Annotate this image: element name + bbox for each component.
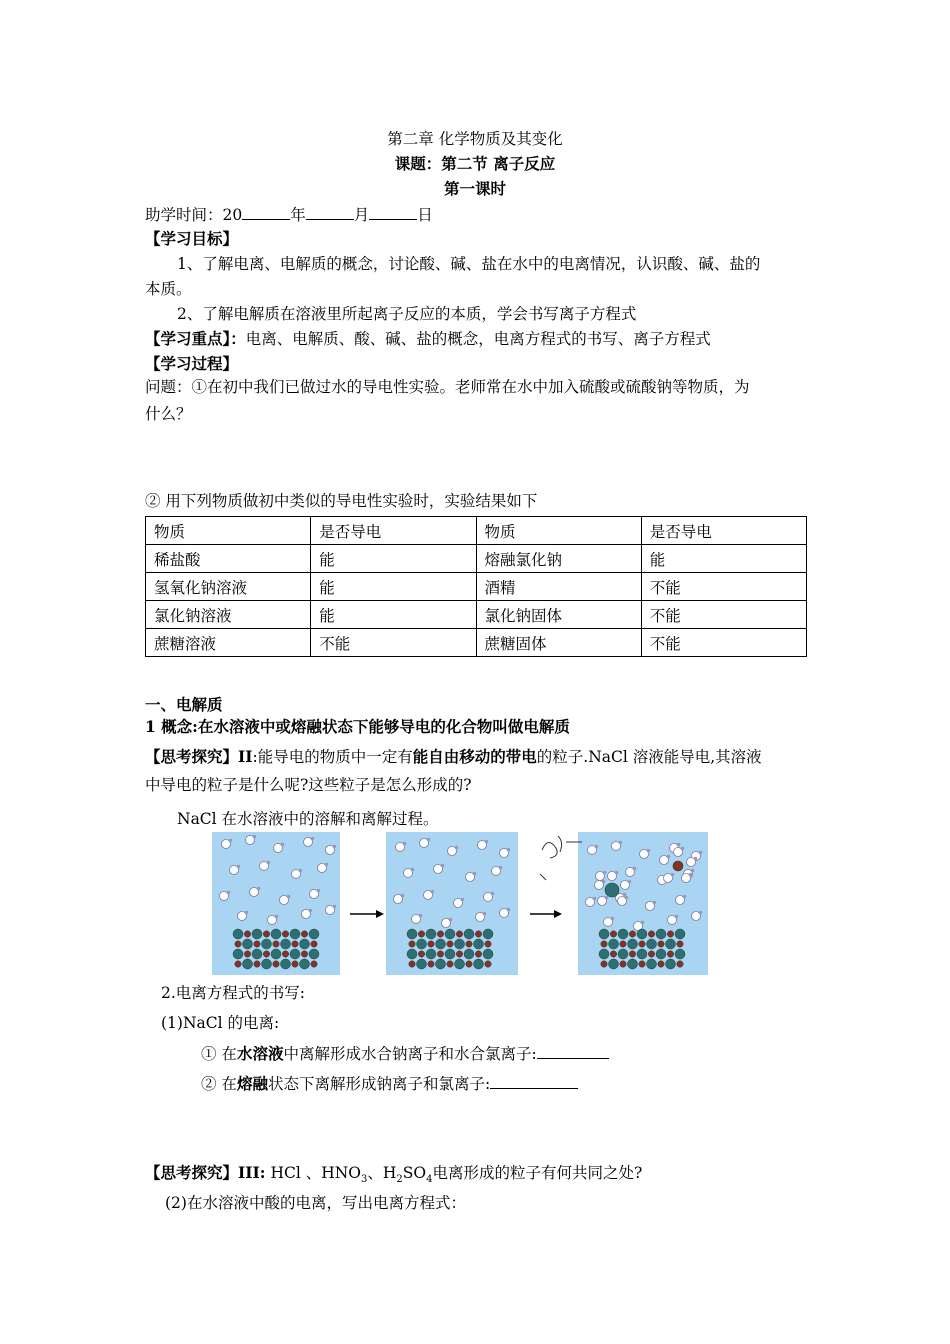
panel-dissolving-lattice-chloride-ion (428, 941, 434, 947)
panel-solid-lattice-sodium-ion (243, 959, 253, 969)
panel-dissolving-lattice-sodium-ion (417, 939, 427, 949)
question-2: ② 用下列物质做初中类似的导电性实验时，实验结果如下 (145, 492, 538, 510)
panel-solid-water-molecule-h (311, 837, 315, 841)
table-cell: 氯化钠固体 (476, 601, 641, 629)
panel-hydrated-water-molecule-h (691, 869, 695, 873)
panel-hydrated-lattice-chloride-ion (620, 961, 626, 967)
handwritten-mark (542, 836, 582, 858)
panel-dissolving-lattice-sodium-ion (407, 929, 417, 939)
panel-dissolving-lattice-sodium-ion (436, 939, 446, 949)
think-label: 【思考探究】 (145, 747, 239, 766)
panel-hydrated-water-molecule-h (641, 921, 645, 925)
table-row (146, 573, 807, 601)
panel-hydrated-lattice-sodium-ion (609, 959, 619, 969)
nacl-dissolution-illustration (212, 830, 708, 977)
panel-dissolving-lattice-sodium-ion (474, 939, 484, 949)
panel-solid-lattice-sodium-ion (309, 929, 319, 939)
table-cell: 不能 (641, 601, 806, 629)
panel-hydrated-lattice-chloride-ion (658, 961, 664, 967)
panel-hydrated-lattice-sodium-ion (618, 929, 628, 939)
study-time-line (145, 203, 433, 226)
table-cell: 酒精 (476, 573, 641, 601)
panel-hydrated-lattice-sodium-ion (609, 939, 619, 949)
panel-hydrated-lattice-sodium-ion (647, 939, 657, 949)
hydration-water-molecule-h (605, 896, 609, 900)
panel-hydrated-water-molecule-h (653, 901, 657, 905)
panel-hydrated-water-molecule-h (683, 895, 687, 899)
table-header-cell: 物质 (146, 517, 311, 545)
electrolyte-concept: 1 概念:在水溶液中或熔融状态下能够导电的化合物叫做电解质 (145, 717, 570, 736)
day-blank (369, 203, 417, 220)
panel-solid-lattice-sodium-ion (271, 949, 281, 959)
table-cell: 能 (311, 545, 476, 573)
panel-hydrated-water-molecule-h (603, 871, 607, 875)
panel-solid-lattice-sodium-ion (281, 959, 291, 969)
study-time-label: 助学时间：20 (145, 206, 243, 224)
lesson-title: 第一课时 (443, 179, 506, 198)
arrow-2-head (554, 910, 562, 918)
formula-part-1: HCl 、HNO (270, 1164, 361, 1182)
panel-solid-lattice-sodium-ion (300, 939, 310, 949)
panel-hydrated-lattice-chloride-ion (639, 941, 645, 947)
hydration-water-molecule-h (602, 880, 606, 884)
panel-dissolving-lattice-sodium-ion (455, 939, 465, 949)
panel-hydrated-lattice-sodium-ion (647, 959, 657, 969)
panel-hydrated-water-molecule-h (593, 897, 597, 901)
panel-dissolving-water-molecule-h (461, 898, 465, 902)
ionization-item-1 (201, 1042, 609, 1065)
panel-solid-lattice-chloride-ion (235, 961, 241, 967)
panel-dissolving-lattice-sodium-ion (464, 929, 474, 939)
chapter-title: 第二章 化学物质及其变化 (387, 130, 563, 148)
panel-hydrated-water-molecule-h (633, 867, 637, 871)
table-cell: 蔗糖固体 (476, 629, 641, 657)
panel-solid-lattice-chloride-ion (292, 941, 298, 947)
panel-hydrated-lattice-chloride-ion (629, 931, 635, 937)
panel-hydrated-lattice-chloride-ion (601, 941, 607, 947)
think-explore-3 (145, 1162, 642, 1191)
panel-solid-water-molecule-h (275, 915, 279, 919)
panel-hydrated-lattice-chloride-ion (667, 931, 673, 937)
panel-dissolving-water-molecule-h (411, 868, 415, 872)
panel-solid-lattice-chloride-ion (301, 951, 307, 957)
hydration-water-molecule-h (615, 871, 619, 875)
panel-solid-lattice-chloride-ion (292, 961, 298, 967)
panel-solid-water-molecule-h (287, 895, 291, 899)
panel-dissolving-lattice-sodium-ion (426, 949, 436, 959)
goal-1-line-1: 1、了解电离、电解质的概念，讨论酸、碱、盐在水中的电离情况，认识酸、碱、盐的 (177, 255, 761, 273)
key-points-text: 电离、电解质、酸、碱、盐的概念，电离方程式的书写、离子方程式 (245, 330, 711, 348)
panel-dissolving-lattice-chloride-ion (475, 951, 481, 957)
panel-dissolving-water-molecule-h (431, 890, 435, 894)
panel-hydrated-lattice-chloride-ion (658, 941, 664, 947)
panel-solid-lattice-chloride-ion (235, 941, 241, 947)
year-blank (242, 203, 290, 220)
panel-dissolving-water-molecule-h (449, 918, 453, 922)
panel-dissolving-lattice-sodium-ion (474, 959, 484, 969)
panel-dissolving-lattice-chloride-ion (437, 931, 443, 937)
conductivity-table (145, 516, 807, 657)
table-cell: 能 (311, 601, 476, 629)
panel-hydrated-water-molecule-h (699, 851, 703, 855)
panel-dissolving-water-molecule-h (455, 846, 459, 850)
process-heading: 【学习过程】 (145, 354, 239, 373)
think-label: 【思考探究】 (145, 1163, 239, 1182)
panel-hydrated-lattice-sodium-ion (599, 929, 609, 939)
panel-solid-lattice-sodium-ion (300, 959, 310, 969)
item-1-pre: ① 在 (201, 1045, 237, 1063)
panel-solid-water-molecule-h (245, 911, 249, 915)
table-cell: 氢氧化钠溶液 (146, 573, 311, 601)
panel-solid-water-molecule-h (317, 889, 321, 893)
panel-hydrated-lattice-chloride-ion (648, 951, 654, 957)
panel-dissolving-lattice-chloride-ion (418, 951, 424, 957)
panel-dissolving-water-molecule-h (499, 866, 503, 870)
panel-solid-water-molecule-h (237, 865, 241, 869)
formula-part-2: 、H (367, 1164, 397, 1182)
panel-hydrated-lattice-sodium-ion (656, 949, 666, 959)
hydrated-sodium-ion (605, 883, 619, 897)
panel-solid-lattice-chloride-ion (263, 931, 269, 937)
panel-hydrated-lattice-sodium-ion (618, 949, 628, 959)
section-1-heading: 一、电解质 (145, 695, 223, 714)
think-explore-2-line-1 (145, 746, 762, 768)
goal-1-line-2: 本质。 (145, 280, 192, 298)
formula-part-3: SO (402, 1164, 427, 1182)
panel-dissolving-lattice-sodium-ion (436, 959, 446, 969)
panel-hydrated-water-molecule-h (619, 841, 623, 845)
hydration-water-molecule-h (667, 855, 671, 859)
table-row (146, 545, 807, 573)
panel-hydrated-water-molecule-h (623, 893, 627, 897)
hydration-water-molecule-h (694, 857, 698, 861)
goals-heading: 【学习目标】 (145, 229, 239, 248)
panel-dissolving-lattice-sodium-ion (445, 949, 455, 959)
panel-hydrated-lattice-chloride-ion (677, 941, 683, 947)
table-cell: 不能 (641, 573, 806, 601)
month-label: 月 (353, 206, 370, 224)
panel-solid-water-molecule-h (333, 905, 337, 909)
panel-hydrated-lattice-chloride-ion (667, 951, 673, 957)
panel-solid-lattice-sodium-ion (271, 929, 281, 939)
panel-solid-water-molecule-h (333, 845, 337, 849)
hydration-water-molecule-h (689, 873, 693, 877)
panel-hydrated-lattice-sodium-ion (675, 929, 685, 939)
panel-hydrated-lattice-sodium-ion (666, 939, 676, 949)
panel-hydrated-lattice-chloride-ion (610, 931, 616, 937)
table-cell: 氯化钠溶液 (146, 601, 311, 629)
panel-solid-lattice-chloride-ion (301, 931, 307, 937)
panel-solid-water-molecule-h (281, 843, 285, 847)
formula-sub-3: 4 (426, 1174, 433, 1186)
panel-dissolving-water-molecule-h (483, 912, 487, 916)
panel-hydrated-water-molecule-h (699, 911, 703, 915)
panel-solid-lattice-sodium-ion (290, 949, 300, 959)
panel-solid-lattice-sodium-ion (262, 959, 272, 969)
panel-dissolving-lattice-chloride-ion (485, 961, 491, 967)
panel-solid-lattice-chloride-ion (311, 941, 317, 947)
panel-hydrated-lattice-chloride-ion (677, 961, 683, 967)
panel-solid-water-molecule-h (227, 891, 231, 895)
panel-dissolving-water-molecule-h (485, 840, 489, 844)
panel-hydrated-lattice-sodium-ion (666, 959, 676, 969)
panel-solid-lattice-chloride-ion (282, 951, 288, 957)
formula-post: 电离形成的粒子有何共同之处? (432, 1164, 643, 1182)
panel-dissolving-lattice-sodium-ion (407, 949, 417, 959)
panel-hydrated-water-molecule-h (675, 915, 679, 919)
panel-dissolving-lattice-sodium-ion (455, 959, 465, 969)
answer-blank-1[interactable] (537, 1042, 609, 1059)
panel-solid-water-molecule-h (257, 887, 261, 891)
panel-solid-lattice-sodium-ion (281, 939, 291, 949)
hydration-water-molecule-h (625, 896, 629, 900)
panel-solid-lattice-chloride-ion (273, 961, 279, 967)
panel-dissolving-lattice-chloride-ion (437, 951, 443, 957)
panel-dissolving-water-molecule-h (507, 848, 511, 852)
think-explore-2-line-2: 中导电的粒子是什么呢?这些粒子是怎么形成的? (145, 776, 472, 794)
panel-hydrated-lattice-sodium-ion (637, 949, 647, 959)
think-bold: 能自由移动的带电 (412, 747, 537, 766)
panel-dissolving-lattice-chloride-ion (456, 951, 462, 957)
panel-dissolving-lattice-sodium-ion (417, 959, 427, 969)
panel-dissolving-lattice-sodium-ion (483, 929, 493, 939)
panel-dissolving-water-molecule-h (401, 894, 405, 898)
panel-solid-lattice-chloride-ion (273, 941, 279, 947)
hydrated-chloride-ion (673, 861, 683, 871)
panel-hydrated-lattice-sodium-ion (628, 959, 638, 969)
item-1-bold: 水溶液 (236, 1044, 284, 1063)
panel-dissolving-lattice-chloride-ion (428, 961, 434, 967)
panel-hydrated-lattice-sodium-ion (637, 929, 647, 939)
panel-dissolving-lattice-chloride-ion (418, 931, 424, 937)
table-cell: 不能 (311, 629, 476, 657)
panel-dissolving-lattice-chloride-ion (409, 961, 415, 967)
topic-title: 课题：第二节 离子反应 (394, 154, 556, 173)
panel-dissolving-lattice-chloride-ion (447, 941, 453, 947)
panel-solid-lattice-chloride-ion (282, 931, 288, 937)
panel-solid-lattice-chloride-ion (254, 961, 260, 967)
panel-dissolving-lattice-chloride-ion (466, 941, 472, 947)
panel-solid-lattice-sodium-ion (252, 949, 262, 959)
table-row (146, 629, 807, 657)
panel-solid-lattice-sodium-ion (262, 939, 272, 949)
panel-hydrated-water-molecule-h (677, 843, 681, 847)
think-pre: :能导电的物质中一定有 (252, 748, 413, 766)
panel-solid-lattice-sodium-ion (243, 939, 253, 949)
month-blank (306, 203, 354, 220)
table-header-cell: 物质 (476, 517, 641, 545)
panel-hydrated-lattice-chloride-ion (639, 961, 645, 967)
panel-dissolving-lattice-sodium-ion (426, 929, 436, 939)
panel-dissolving-lattice-chloride-ion (475, 931, 481, 937)
panel-solid-lattice-chloride-ion (244, 931, 250, 937)
key-points-heading: 【学习重点】： (145, 329, 246, 348)
panel-hydrated-lattice-chloride-ion (629, 951, 635, 957)
panel-solid-water-molecule-h (309, 909, 313, 913)
panel-dissolving-water-molecule-h (473, 872, 477, 876)
panel-solid-lattice-chloride-ion (244, 951, 250, 957)
nacl-ionization-heading: (1)NaCl 的电离: (161, 1014, 280, 1032)
panel-solid-lattice-sodium-ion (290, 929, 300, 939)
hydration-water-molecule-h (628, 880, 632, 884)
panel-solid-lattice-sodium-ion (309, 949, 319, 959)
think-roman: III: (238, 1163, 266, 1182)
panel-dissolving-lattice-chloride-ion (485, 941, 491, 947)
table-cell: 蔗糖溶液 (146, 629, 311, 657)
table-header-row (146, 517, 807, 545)
panel-hydrated-lattice-chloride-ion (648, 931, 654, 937)
panel-solid-water-molecule-h (229, 839, 233, 843)
panel-solid-lattice-chloride-ion (263, 951, 269, 957)
panel-dissolving-lattice-chloride-ion (466, 961, 472, 967)
panel-dissolving-water-molecule-h (403, 842, 407, 846)
panel-dissolving-lattice-sodium-ion (445, 929, 455, 939)
panel-solid-lattice-sodium-ion (252, 929, 262, 939)
section-2-heading: 2.电离方程式的书写: (161, 984, 306, 1002)
panel-dissolving-water-molecule-h (419, 914, 423, 918)
panel-solid-water-molecule-h (267, 861, 271, 865)
panel-dissolving-lattice-chloride-ion (447, 961, 453, 967)
panel-dissolving-water-molecule-h (427, 838, 431, 842)
panel-dissolving-water-molecule-h (507, 908, 511, 912)
panel-solid-water-molecule-h (299, 869, 303, 873)
panel-solid-lattice-sodium-ion (233, 929, 243, 939)
nacl-dissolution-figure (212, 830, 708, 977)
table-cell: 能 (311, 573, 476, 601)
think-post: 的粒子.NaCl 溶液能导电,其溶液 (536, 748, 762, 766)
hydration-water-molecule-h (671, 873, 675, 877)
panel-solid-lattice-sodium-ion (233, 949, 243, 959)
panel-dissolving-water-molecule-h (491, 892, 495, 896)
panel-hydrated-water-molecule-h (595, 845, 599, 849)
item-2-post: 状态下离解形成钠离子和氯离子: (267, 1075, 491, 1093)
panel-dissolving-lattice-chloride-ion (409, 941, 415, 947)
item-2-pre: ② 在 (201, 1075, 237, 1093)
hydration-water-molecule-h (681, 847, 685, 851)
table-cell: 稀盐酸 (146, 545, 311, 573)
panel-dissolving-water-molecule-h (441, 864, 445, 868)
panel-hydrated-lattice-sodium-ion (675, 949, 685, 959)
panel-hydrated-water-molecule-h (647, 849, 651, 853)
table-header-cell: 是否导电 (311, 517, 476, 545)
item-2-bold: 熔融 (236, 1074, 268, 1093)
table-cell: 熔融氯化钠 (476, 545, 641, 573)
answer-blank-2[interactable] (490, 1072, 578, 1089)
ionization-item-2 (201, 1072, 578, 1095)
panel-dissolving-lattice-sodium-ion (464, 949, 474, 959)
panel-hydrated-lattice-chloride-ion (601, 961, 607, 967)
panel-hydrated-lattice-chloride-ion (610, 951, 616, 957)
think-roman: II (238, 747, 253, 766)
panel-dissolving-lattice-sodium-ion (483, 949, 493, 959)
panel-dissolving-lattice-chloride-ion (456, 931, 462, 937)
panel-hydrated-lattice-sodium-ion (628, 939, 638, 949)
figure-caption: NaCl 在水溶液中的溶解和离解过程。 (177, 810, 439, 828)
panel-hydrated-lattice-sodium-ion (599, 949, 609, 959)
panel-hydrated-water-molecule-h (611, 917, 615, 921)
panel-solid-water-molecule-h (253, 835, 257, 839)
table-cell: 能 (641, 545, 806, 573)
panel-hydrated-lattice-sodium-ion (656, 929, 666, 939)
item-1-post: 中离解形成水合钠离子和水合氯离子: (283, 1045, 537, 1063)
key-points-line (145, 328, 711, 350)
panel-solid-lattice-chloride-ion (311, 961, 317, 967)
year-label: 年 (290, 206, 306, 224)
goal-2: 2、了解电解质在溶液里所起离子反应的本质，学会书写离子方程式 (177, 305, 637, 323)
acid-ionization-heading: (2)在水溶液中酸的电离，写出电离方程式： (165, 1194, 466, 1212)
handwritten-tick (540, 874, 546, 880)
day-label: 日 (417, 206, 433, 224)
formula-sub-1: 3 (361, 1174, 368, 1186)
arrow-1-head (376, 910, 384, 918)
table-row (146, 601, 807, 629)
table-header-cell: 是否导电 (641, 517, 806, 545)
question-1-line-2: 什么？ (145, 405, 192, 423)
formula-sub-2: 2 (396, 1174, 403, 1186)
panel-hydrated-lattice-chloride-ion (620, 941, 626, 947)
question-1-line-1: 问题：①在初中我们已做过水的导电性实验。老师常在水中加入硫酸或硫酸钠等物质，为 (145, 378, 750, 396)
panel-solid-lattice-chloride-ion (254, 941, 260, 947)
panel-solid-water-molecule-h (325, 863, 329, 867)
table-cell: 不能 (641, 629, 806, 657)
